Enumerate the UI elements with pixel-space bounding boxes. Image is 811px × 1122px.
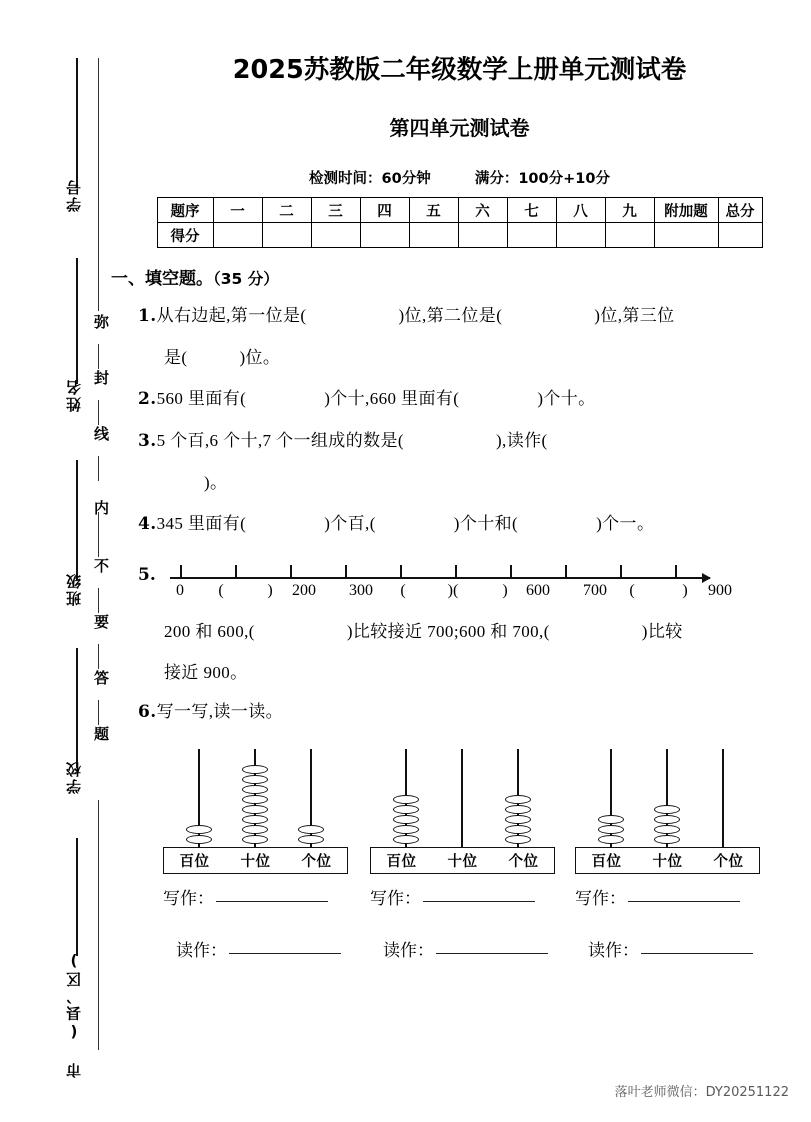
- write-answer-3: [575, 884, 740, 909]
- seal-rule-top: [98, 58, 99, 311]
- seal-rule-bottom: [98, 800, 99, 1050]
- question-2-text-b: )个十,660 里面有(: [324, 389, 460, 408]
- write-answer-row: [108, 884, 811, 924]
- sidebar-label-class: 班级: [65, 572, 83, 606]
- write-blank-3[interactable]: [628, 901, 740, 902]
- number-line-axis: [170, 577, 710, 579]
- question-1-text-c: )位,第三位: [594, 306, 675, 325]
- sidebar-rule-2: [76, 258, 78, 384]
- question-4-text-c: )个十和(: [453, 514, 519, 533]
- score-cell-3[interactable]: [311, 223, 360, 248]
- question-2: [108, 378, 811, 420]
- abacus-3-rod-ones: [722, 749, 724, 847]
- sealing-sidebar: [0, 0, 108, 1122]
- abacus-3-label-ones: 个位: [713, 854, 744, 870]
- question-2-text-a: 560 里面有(: [156, 389, 247, 408]
- question-2-text-c: )个十。: [537, 389, 596, 408]
- seal-char-2: 封: [92, 370, 110, 394]
- write-label-2: 写作：: [370, 889, 421, 908]
- seal-char-4: 内: [92, 500, 110, 524]
- score-cell-4[interactable]: [360, 223, 409, 248]
- seal-char-5: 不: [92, 558, 110, 582]
- exam-time-label: 检测时间：60分钟: [309, 171, 431, 187]
- question-1-text-a: 从右边起,第一位是(: [156, 306, 307, 325]
- question-3-index: 3.: [138, 431, 157, 451]
- seal-rule-seg-2: [98, 400, 99, 425]
- question-1-index: 1.: [138, 306, 157, 326]
- question-1-text-b: )位,第二位是(: [398, 306, 503, 325]
- question-5-follow-line-2: [108, 652, 811, 693]
- number-line-open-1: (: [218, 582, 224, 599]
- seal-char-8: 题: [92, 726, 110, 750]
- read-answer-2: [383, 936, 548, 961]
- question-4: [108, 503, 811, 545]
- abacus-2-base: [370, 847, 555, 874]
- question-2-index: 2.: [138, 389, 157, 409]
- write-answer-1: [163, 884, 328, 909]
- abacus-1: [163, 749, 348, 874]
- score-cell-total[interactable]: [718, 223, 762, 248]
- abacus-1-label-hundreds: 百位: [179, 854, 210, 870]
- seal-char-3: 线: [92, 426, 110, 450]
- abacus-1-label-ones: 个位: [301, 854, 332, 870]
- sidebar-rule-4: [76, 648, 78, 768]
- number-line-tick-900: [675, 565, 677, 577]
- sidebar-label-school: 学校: [65, 760, 83, 794]
- table-row-header: [157, 198, 762, 223]
- seal-rule-seg-7: [98, 700, 99, 725]
- write-label-3: 写作：: [575, 889, 626, 908]
- number-line-tick-300: [345, 565, 347, 577]
- page-subtitle: 第四单元测试卷: [389, 116, 530, 140]
- score-col-4: 四: [360, 198, 409, 223]
- question-4-text-a: 345 里面有(: [156, 514, 247, 533]
- section-points: （35 分）: [213, 270, 279, 288]
- score-col-7: 七: [507, 198, 556, 223]
- sidebar-rule-3: [76, 460, 78, 580]
- question-6-index: 6.: [138, 702, 157, 722]
- score-col-1: 一: [213, 198, 262, 223]
- abacus-2-label-ones: 个位: [508, 854, 539, 870]
- read-blank-1[interactable]: [229, 953, 341, 954]
- question-5-follow-line-1: [108, 611, 811, 652]
- number-line-close-3[interactable]: ): [502, 582, 508, 599]
- question-5-text-a: 200 和 600,(: [164, 622, 255, 641]
- score-cell-8[interactable]: [556, 223, 605, 248]
- write-blank-1[interactable]: [216, 901, 328, 902]
- page-title: 2025苏教版二年级数学上册单元测试卷: [232, 55, 687, 85]
- sidebar-rule-5: [76, 838, 78, 956]
- number-line-label-900: 900: [708, 582, 732, 599]
- read-label-2: 读作：: [383, 941, 434, 960]
- abacus-2-label-tens: 十位: [447, 854, 478, 870]
- question-6-text: 写一写,读一读。: [156, 702, 284, 721]
- score-cell-2[interactable]: [262, 223, 311, 248]
- number-line-label-300: 300: [349, 582, 373, 599]
- question-4-index: 4.: [138, 514, 157, 534]
- seal-char-1: 弥: [92, 314, 110, 338]
- abacus-1-base: [163, 847, 348, 874]
- score-cell-extra[interactable]: [654, 223, 718, 248]
- abacus-1-label-tens: 十位: [240, 854, 271, 870]
- seal-rule-seg-5: [98, 588, 99, 613]
- number-line-tick-100: [235, 565, 237, 577]
- score-col-2: 二: [262, 198, 311, 223]
- full-score-label: 满分：100分+10分: [474, 171, 610, 187]
- read-answer-row: [108, 936, 811, 976]
- number-line-tick-700: [565, 565, 567, 577]
- read-label-3: 读作：: [588, 941, 639, 960]
- read-answer-3: [588, 936, 753, 961]
- exam-paper: [108, 0, 811, 1122]
- sidebar-label-student-id: 学号: [65, 178, 83, 212]
- abacus-3-base: [575, 847, 760, 874]
- write-blank-2[interactable]: [423, 901, 535, 902]
- question-5-index: 5.: [138, 565, 156, 585]
- score-col-extra: 附加题: [654, 198, 718, 223]
- number-line-close-4[interactable]: ): [682, 582, 688, 599]
- question-1-text-e: )位。: [239, 348, 281, 367]
- sidebar-rule-1: [76, 58, 78, 188]
- number-line-label-200: 200: [292, 582, 316, 599]
- section-heading-text: 一、填空题。: [111, 269, 213, 289]
- score-cell-9[interactable]: [605, 223, 654, 248]
- abacus-2-rod-tens: [461, 749, 463, 847]
- number-line-close-1[interactable]: ): [267, 582, 273, 599]
- question-6: [108, 693, 811, 731]
- score-cell-7[interactable]: [507, 223, 556, 248]
- question-3-text-b: ),读作(: [495, 431, 548, 450]
- number-line-tick-200: [290, 565, 292, 577]
- number-line-tick-0: [180, 565, 182, 577]
- number-line-close-open[interactable]: )(: [447, 582, 459, 599]
- score-col-6: 六: [458, 198, 507, 223]
- question-5-text-d: 接近 900。: [164, 663, 248, 682]
- abacus-2: [370, 749, 555, 874]
- read-answer-1: [176, 936, 341, 961]
- question-4-text-b: )个百,(: [324, 514, 376, 533]
- read-blank-3[interactable]: [641, 953, 753, 954]
- question-1-line-1: [108, 295, 811, 337]
- sidebar-label-city: 市 (县、区): [65, 950, 83, 1078]
- seal-char-7: 答: [92, 670, 110, 694]
- question-5-number-line: [108, 555, 811, 611]
- footer-watermark: 落叶老师微信：DY20251122: [614, 1085, 789, 1100]
- score-cell-5[interactable]: [409, 223, 458, 248]
- abacus-3: [575, 749, 760, 874]
- question-4-text-d: )个一。: [596, 514, 655, 533]
- seal-rule-seg-1: [98, 344, 99, 369]
- question-5-text-b: )比较接近 700;600 和 700,(: [346, 622, 550, 641]
- seal-rule-seg-6: [98, 644, 99, 669]
- read-blank-2[interactable]: [436, 953, 548, 954]
- number-line-label-700: 700: [583, 582, 607, 599]
- abacus-3-label-tens: 十位: [652, 854, 683, 870]
- question-3-line-2: [108, 462, 811, 503]
- score-col-5: 五: [409, 198, 458, 223]
- question-1-line-2: [108, 337, 811, 378]
- score-cell-1[interactable]: [213, 223, 262, 248]
- number-line-open-2: (: [400, 582, 406, 599]
- number-line-label-0: 0: [176, 582, 184, 599]
- number-line-tick-500: [455, 565, 457, 577]
- score-col-total: 总分: [718, 198, 762, 223]
- score-col-8: 八: [556, 198, 605, 223]
- seal-char-6: 要: [92, 614, 110, 638]
- number-line-tick-400: [400, 565, 402, 577]
- number-line-label-600: 600: [526, 582, 550, 599]
- seal-rule-seg-3: [98, 456, 99, 481]
- number-line-tick-800: [620, 565, 622, 577]
- question-3-text-c: )。: [204, 473, 228, 492]
- score-row-label-1: 得分: [157, 223, 213, 248]
- question-3-text-a: 5 个百,6 个十,7 个一组成的数是(: [156, 431, 404, 450]
- score-col-3: 三: [311, 198, 360, 223]
- number-line-tick-600: [510, 565, 512, 577]
- score-cell-6[interactable]: [458, 223, 507, 248]
- read-label-1: 读作：: [176, 941, 227, 960]
- section-heading-fill-in-blanks: [108, 264, 811, 289]
- score-col-9: 九: [605, 198, 654, 223]
- abacus-diagram-row: [108, 749, 811, 874]
- table-row-scores: [157, 223, 762, 248]
- question-3-line-1: [108, 420, 811, 462]
- abacus-3-label-hundreds: 百位: [591, 854, 622, 870]
- question-5-text-c: )比较: [641, 622, 683, 641]
- score-row-label-0: 题序: [157, 198, 213, 223]
- sidebar-label-name: 姓名: [65, 378, 83, 412]
- question-1-text-d: 是(: [164, 348, 188, 367]
- exam-meta: [108, 167, 811, 188]
- number-line-open-4: (: [629, 582, 635, 599]
- abacus-2-label-hundreds: 百位: [386, 854, 417, 870]
- write-answer-2: [370, 884, 535, 909]
- write-label-1: 写作：: [163, 889, 214, 908]
- score-table: [157, 197, 763, 248]
